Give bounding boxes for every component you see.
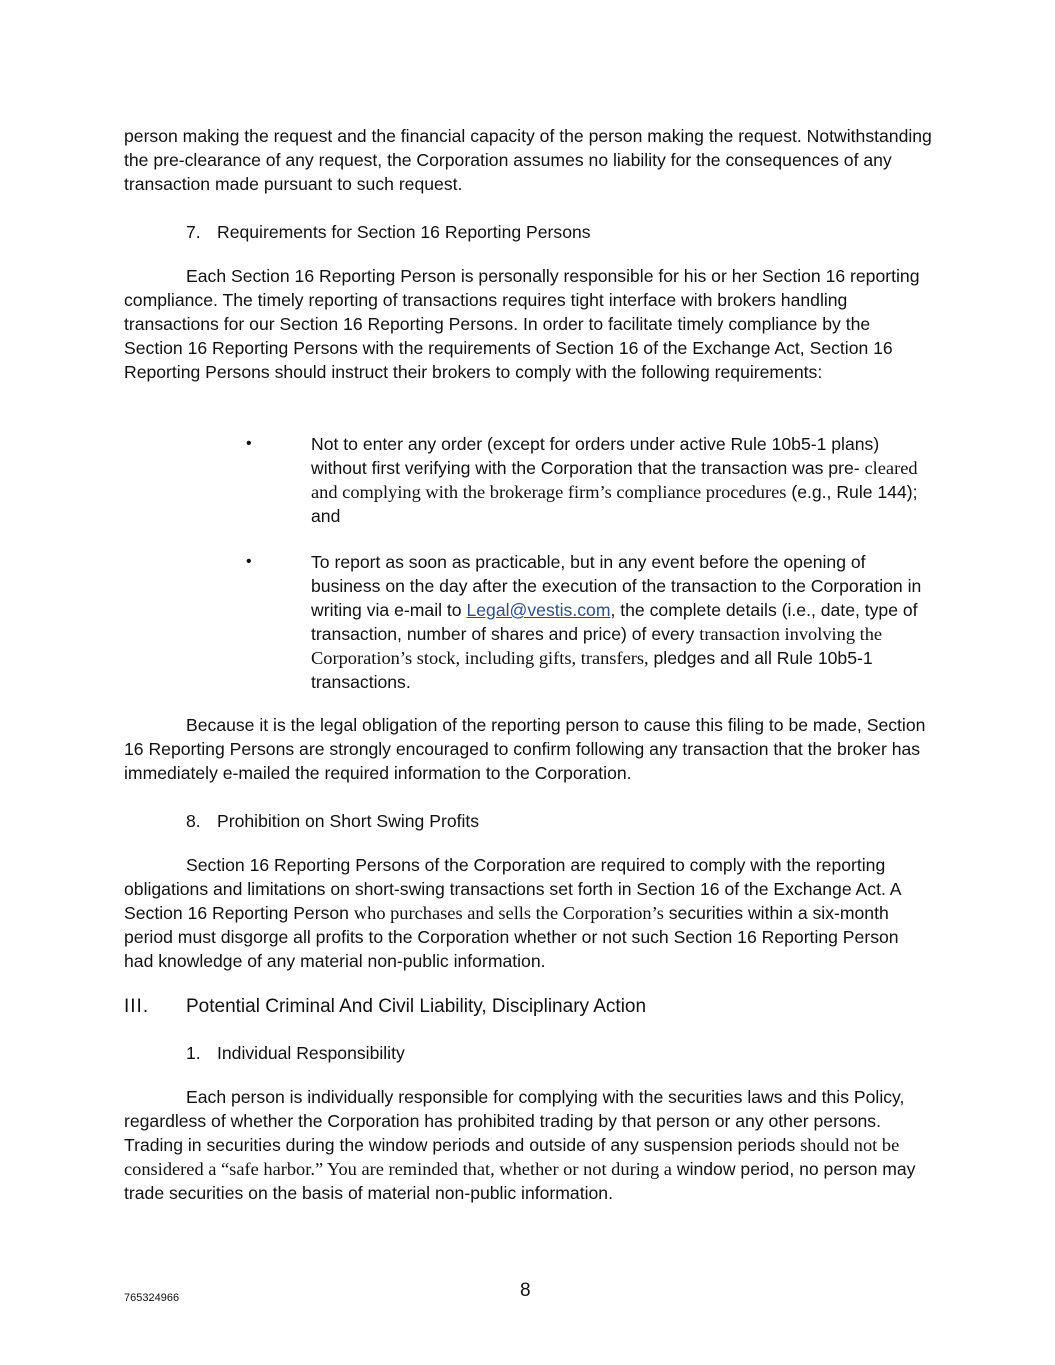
subsection-1-part3: window period, no person may trade securities on the basis of material non-public information. (124, 1159, 916, 1203)
section-iii-title: Potential Criminal And Civil Liability, Disciplinary Action (186, 996, 647, 1017)
section-7-closing-paragraph: Because it is the legal obligation of the reporting person to cause this filing to be made, Section 16 Reporting Persons are strongly encouraged to confirm following any transaction that the broker has immediately e-mailed the required information to the Corporation. (124, 715, 926, 783)
intro-paragraph: person making the request and the financial capacity of the person making the request. Notwithstanding the pre-clearance of any request, the Corporation assumes no liability for the consequences of any transaction made pursuant to such request. (124, 126, 932, 194)
bullet-2-icon: • (246, 553, 252, 570)
bullet-1-icon: • (246, 435, 252, 452)
section-8-title: Prohibition on Short Swing Profits (217, 811, 480, 831)
section-8-paragraph (124, 853, 932, 973)
section-iii-numeral: III. (124, 996, 150, 1017)
bullet-1-text (311, 432, 931, 528)
bullet-1-part1: Not to enter any order (except for orders under active Rule 10b5-1 plans) without first verifying with the Corporation that the transaction was pre- (311, 434, 880, 478)
bullet-2-part4: pledges and all Rule 10b5-1 transactions. (311, 648, 873, 692)
subsection-1-part2: should not be considered a “safe harbor.” You are reminded that, whether or not during a (124, 1135, 900, 1179)
email-link[interactable]: Legal@vestis.com (466, 600, 611, 620)
section-7-heading (186, 220, 591, 244)
section-8-heading (186, 809, 479, 833)
section-7-title: Requirements for Section 16 Reporting Persons (217, 222, 591, 242)
subsection-1-paragraph (124, 1085, 932, 1205)
subsection-1-part1: Each person is individually responsible for complying with the securities laws and this Policy, regardless of whether the Corporation has prohibited trading by that person or any other persons. Trading in securities during the window periods and outside of any suspension periods (124, 1087, 905, 1155)
bullet-2-part1: To report as soon as practicable, but in any event before the opening of business on the day after the execution of the transaction to the Corporation in writing via e-mail to (311, 552, 922, 620)
bullet-1-part3: (e.g., Rule 144); and (311, 482, 918, 526)
subsection-1-heading (186, 1041, 405, 1065)
bullet-1-part2: cleared and complying with the brokerage firm’s compliance procedures (311, 458, 918, 502)
section-7-paragraph: Each Section 16 Reporting Person is personally responsible for his or her Section 16 reporting compliance. The timely reporting of transactions requires tight interface with brokers handling transactions for our Section 16 Reporting Persons. In order to facilitate timely compliance by the Section 16 Reporting Persons with the requirements of Section 16 of the Exchange Act, Section 16 Reporting Persons should instruct their brokers to comply with the following requirements: (124, 266, 920, 382)
section-8-part1: Section 16 Reporting Persons of the Corporation are required to comply with the reporting obligations and limitations on short-swing transactions set forth in Section 16 of the Exchange Act. A Section 16 Reporting Person (124, 855, 901, 923)
section-8-part3: securities within a six-month period must disgorge all profits to the Corporation whether or not such Section 16 Reporting Person had knowledge of any material non-public information. (124, 903, 899, 971)
subsection-1-number: 1. (186, 1043, 201, 1063)
subsection-1-title: Individual Responsibility (217, 1043, 405, 1063)
bullet-2-part2: , the complete details (i.e., date, type of transaction, number of shares and price) of every (311, 600, 918, 644)
bullet-2-part3: transaction involving the Corporation’s stock, including gifts, transfers, (311, 624, 883, 668)
footer-document-id: 765324966 (124, 1292, 180, 1304)
section-8-part2: who purchases and sells the Corporation’s (353, 903, 664, 923)
section-7-number: 7. (186, 222, 201, 242)
bullet-2-text (311, 550, 931, 694)
footer-page-number: 8 (520, 1280, 531, 1301)
section-8-number: 8. (186, 811, 201, 831)
